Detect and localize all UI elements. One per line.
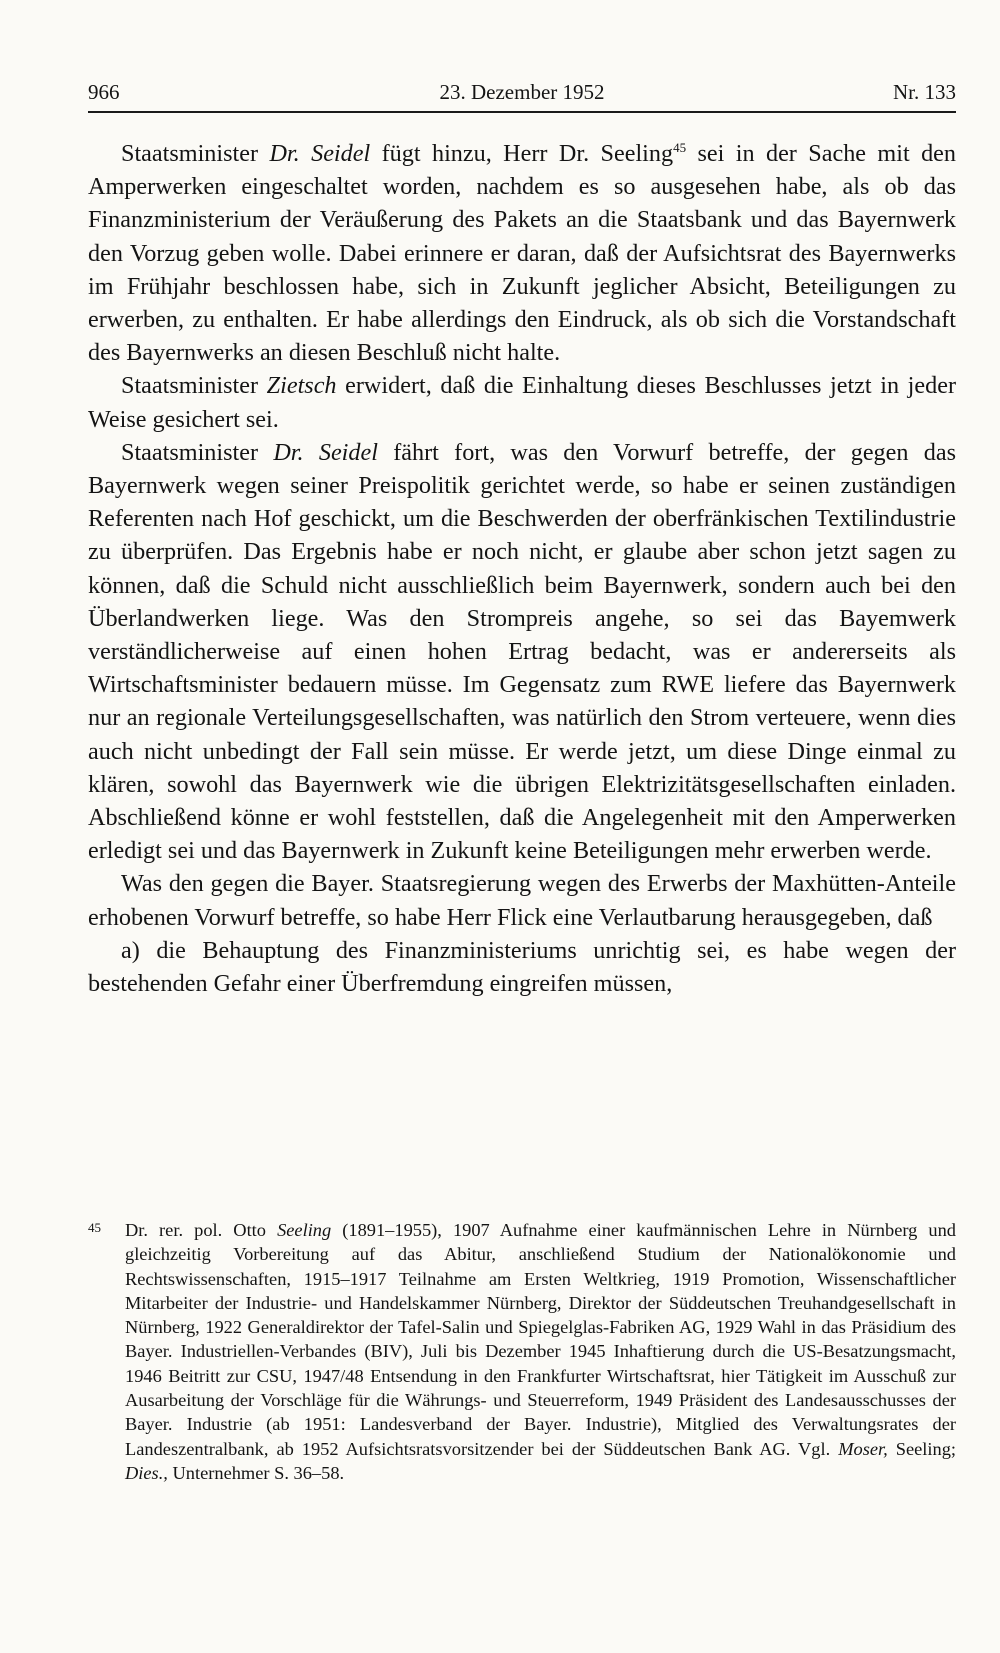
running-header [88,76,956,108]
speaker-name: Dr. Seidel [269,140,371,167]
footnote [88,1218,956,1485]
paragraph: Staatsminister Zietsch erwidert, daß die Einhaltung dieses Beschlusses jetzt in jeder Weise gesichert sei. [88,372,956,433]
page-number: 966 [88,80,120,104]
issue-number: Nr. 133 [893,80,956,104]
main-text [88,137,956,1000]
footnote-text: Dr. rer. pol. Otto Seeling (1891–1955), 1907 Aufnahme einer kaufmännischen Lehre in Nürnberg und gleichzeitig Vorbereitung auf das Abitur, anschließend Studium der Nationalökonomie und Rechtswissenschaften, 1915–1917 Teilnahme am Ersten Weltkrieg, 1919 Promotion, Wissenschaftlicher Mitarbeiter der Industrie- und Handelskammer Nürnberg, Direktor der Süddeutschen Treuhandgesellschaft in Nürnberg, 1922 Generaldirektor der Tafel-Salin und Spiegelglas-Fabriken AG, 1929 Wahl in das Präsidium des Bayer. Industriellen-Verbandes (BIV), Juli bis Dezember 1945 Inhaftierung durch die US-Besatzungsmacht, 1946 Beitritt zur CSU, 1947/48 Entsendung in den Frankfurter Wirtschaftsrat, hier Tätigkeit im Ausschuß zur Ausarbeitung der Vorschläge für die Währungs- und Steuerreform, 1949 Präsident des Landesausschusses der Bayer. Industrie (ab 1951: Landesverband der Bayer. Industrie), Mitglied des Verwaltungsrates der Landeszentralbank, ab 1952 Aufsichtsratsvorsitzender bei der Süddeutschen Bank AG. Vgl. Moser, Seeling; Dies., Unternehmer S. 36–58. [125,1220,956,1483]
footnote-reference: 45 [673,140,687,155]
paragraph: Staatsminister Dr. Seidel fährt fort, was den Vorwurf betreffe, der gegen das Bayernwerk wegen seiner Preispolitik gerichtet werde, so habe er seinen zuständigen Referenten nach Hof geschickt, um die Beschwerden der oberfränkischen Textilindustrie zu überprüfen. Das Ergebnis habe er noch nicht, er glaube aber schon jetzt sagen zu können, daß die Schuld nicht ausschließlich beim Bayernwerk, sondern auch bei den Überlandwerken liege. Was den Strompreis angehe, so sei das Bayemwerk verständlicherweise auf einen hohen Ertrag bedacht, was er andererseits als Wirtschaftsminister bedauern müsse. Im Gegensatz zum RWE liefere das Bayernwerk nur an regionale Verteilungsgesellschaften, was natürlich den Strom verteuere, wenn dies auch nicht unbedingt der Fall sein müsse. Er werde jetzt, um diese Dinge einmal zu klären, sowohl das Bayernwerk wie die übrigen Elektrizitätsgesellschaften einladen. Abschließend könne er wohl feststellen, daß die Angelegenheit mit den Amperwerken erledigt sei und das Bayernwerk in Zukunft keine Beteiligungen mehr erwerben werde. [88,438,957,865]
paragraph: Was den gegen die Bayer. Staatsregierung wegen des Erwerbs der Maxhütten-Anteile erhobenen Vorwurf betreffe, so habe Herr Flick eine Verlautbarung herausgegeben, daß [88,870,956,931]
header-rule [88,111,956,113]
paragraph: Staatsminister Dr. Seidel fügt hinzu, Herr Dr. Seeling$^{45}$ sei in der Sache mit den Amperwerken eingeschaltet worden, nachdem es so ausgesehen habe, als ob das Finanzministerium der Veräußerung des Pakets an die Staatsbank und das Bayernwerk den Vorzug geben wolle. Dabei erinnere er daran, daß der Aufsichtsrat des Bayernwerks im Frühjahr beschlossen habe, sich in Zukunft jeglicher Absicht, Beteiligungen zu erwerben, zu enthalten. Er habe allerdings den Eindruck, als ob sich die Vorstandschaft des Bayernwerks an diesen Beschluß nicht halte. [88,140,957,367]
speaker-name: Dr. Seidel [273,438,378,466]
footnote-number: 45 [88,1220,101,1235]
header-date: 23. Dezember 1952 [439,80,605,104]
paragraph: a) die Behauptung des Finanzministeriums unrichtig sei, es habe wegen der bestehenden Gefahr einer Überfremdung eingreifen müssen, [88,936,956,998]
speaker-name: Zietsch [266,372,337,400]
